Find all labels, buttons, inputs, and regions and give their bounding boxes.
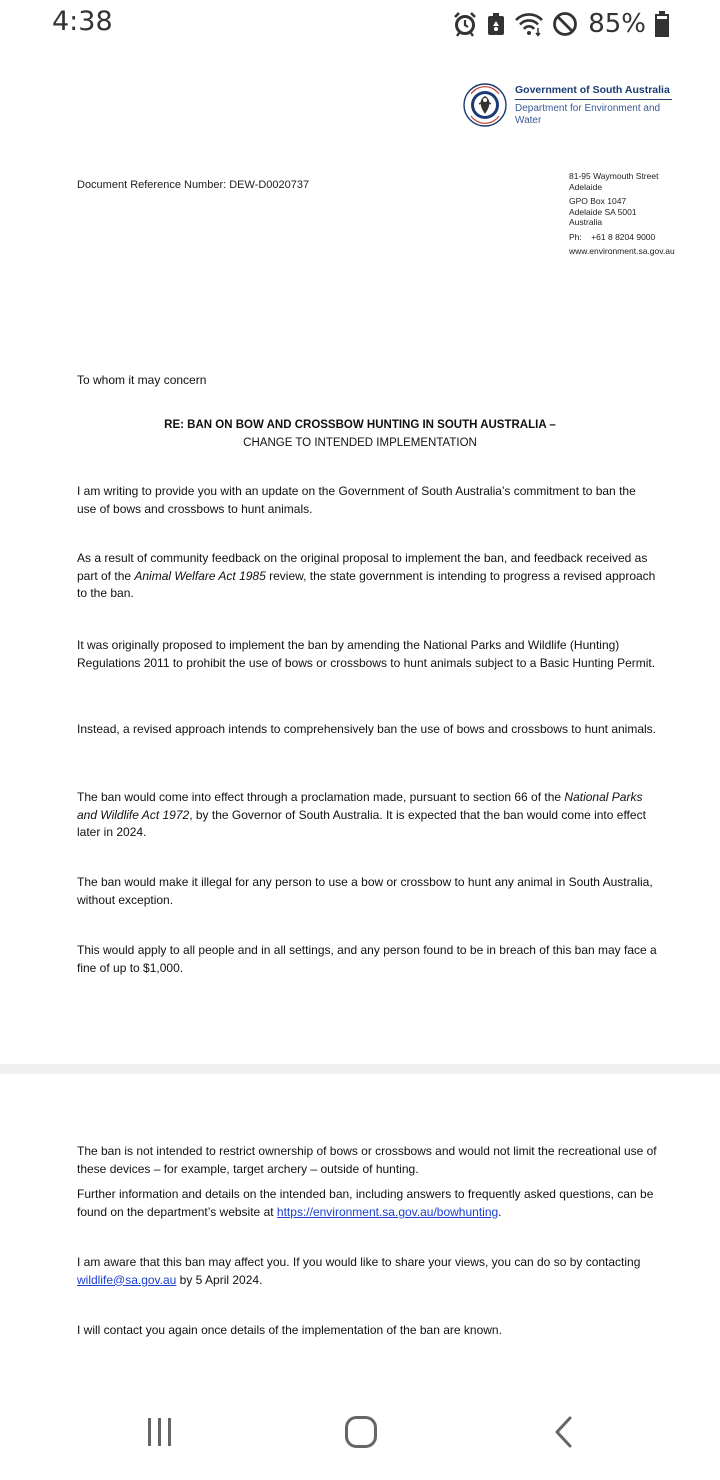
battery-percentage: 85% xyxy=(588,9,646,39)
wifi-icon xyxy=(514,11,544,37)
paragraph-4: Instead, a revised approach intends to comprehensively ban the use of bows and crossbows to hunt animals. xyxy=(77,722,657,736)
paragraph-2: As a result of community feedback on the original proposal to implement the ban, and feedback received as part of the Animal Welfare Act 1985 review, the state government is intending to progress a revised approach to the ban. xyxy=(77,551,656,600)
address-po-box: GPO Box 1047 xyxy=(569,196,627,206)
paragraph-11: I will contact you again once details of the implementation of the ban are known. xyxy=(77,1323,502,1337)
battery-icon xyxy=(654,10,670,38)
home-icon xyxy=(344,1415,378,1454)
recent-apps-icon xyxy=(145,1416,175,1453)
act-name-italic: Animal Welfare Act 1985 xyxy=(134,568,266,583)
letterhead-logo xyxy=(462,80,692,140)
south-australia-emblem-icon xyxy=(462,82,508,133)
act-name-italic: National Parks and Wildlife Act 1972 xyxy=(77,790,643,822)
government-name: Government of South Australia xyxy=(515,84,670,96)
paragraph-3: It was originally proposed to implement the ban by amending the National Parks and Wildlife (Hunting) Regulations 2011 to prohibit the use of bows or crossbows to hunt animals subject to a Basic Hunting Permit. xyxy=(77,638,656,670)
address-po-city: Adelaide SA 5001 xyxy=(569,206,637,217)
paragraph-7: This would apply to all people and in all settings, and any person found to be in breach of this ban may face a fine of up to $1,000. xyxy=(77,943,657,975)
document-reference: Document Reference Number: DEW-D0020737 xyxy=(77,179,310,191)
page-separator xyxy=(0,1064,720,1074)
paragraph-5: The ban would come into effect through a proclamation made, pursuant to section 66 of the National Parks and Wildlife Act 1972, by the Governor of South Australia. It is expected that the ban would come into effect later in 2024. xyxy=(77,790,646,839)
address-country: Australia xyxy=(569,217,603,227)
alarm-icon xyxy=(452,11,478,37)
status-icons xyxy=(452,8,670,40)
address-street: 81-95 Waymouth Street xyxy=(569,171,659,181)
address-website: www.environment.sa.gov.au xyxy=(569,246,675,256)
navigation-bar xyxy=(0,1400,720,1480)
paragraph-9: Further information and details on the intended ban, including answers to frequently asked questions, can be found on the department’s website at https://environment.sa.gov.au/bowhunting. xyxy=(77,1187,654,1219)
recycle-app-icon xyxy=(486,12,506,36)
salutation: To whom it may concern xyxy=(77,373,207,387)
subject-line-1: RE: BAN ON BOW AND CROSSBOW HUNTING IN SOUTH AUSTRALIA – xyxy=(164,419,556,431)
department-name: Department for Environment and Water xyxy=(515,103,661,126)
home-button[interactable] xyxy=(331,1414,391,1454)
paragraph-6: The ban would make it illegal for any person to use a bow or crossbow to hunt any animal in South Australia, without exception. xyxy=(77,875,653,907)
address-city: Adelaide xyxy=(569,181,603,192)
paragraph-10: I am aware that this ban may affect you. If you would like to share your views, you can do so by contacting wildlife@sa.gov.au by 5 April 2024. xyxy=(77,1255,641,1287)
letterhead-rule xyxy=(515,99,672,100)
sender-address xyxy=(569,171,675,257)
website-link[interactable]: https://environment.sa.gov.au/bowhunting xyxy=(276,1204,499,1219)
do-not-disturb-icon xyxy=(552,11,578,37)
subject-heading xyxy=(0,416,720,452)
subject-line-2: CHANGE TO INTENDED IMPLEMENTATION xyxy=(243,437,477,449)
back-icon xyxy=(552,1415,574,1454)
back-button[interactable] xyxy=(533,1414,593,1454)
paragraph-1: I am writing to provide you with an update on the Government of South Australia’s commitment to ban the use of bows and crossbows to hunt animals. xyxy=(77,484,636,516)
paragraph-8: The ban is not intended to restrict ownership of bows or crossbows and would not limit the recreational use of these devices – for example, target archery – outside of hunting. xyxy=(77,1144,657,1176)
recent-apps-button[interactable] xyxy=(130,1414,190,1454)
document-page-2 xyxy=(0,1074,720,1404)
status-time: 4:38 xyxy=(52,6,113,37)
document-page-1 xyxy=(0,48,720,1064)
address-phone: Ph: +61 8 8204 9000 xyxy=(569,231,656,242)
email-link[interactable]: wildlife@sa.gov.au xyxy=(77,1272,177,1287)
status-bar xyxy=(0,0,720,48)
